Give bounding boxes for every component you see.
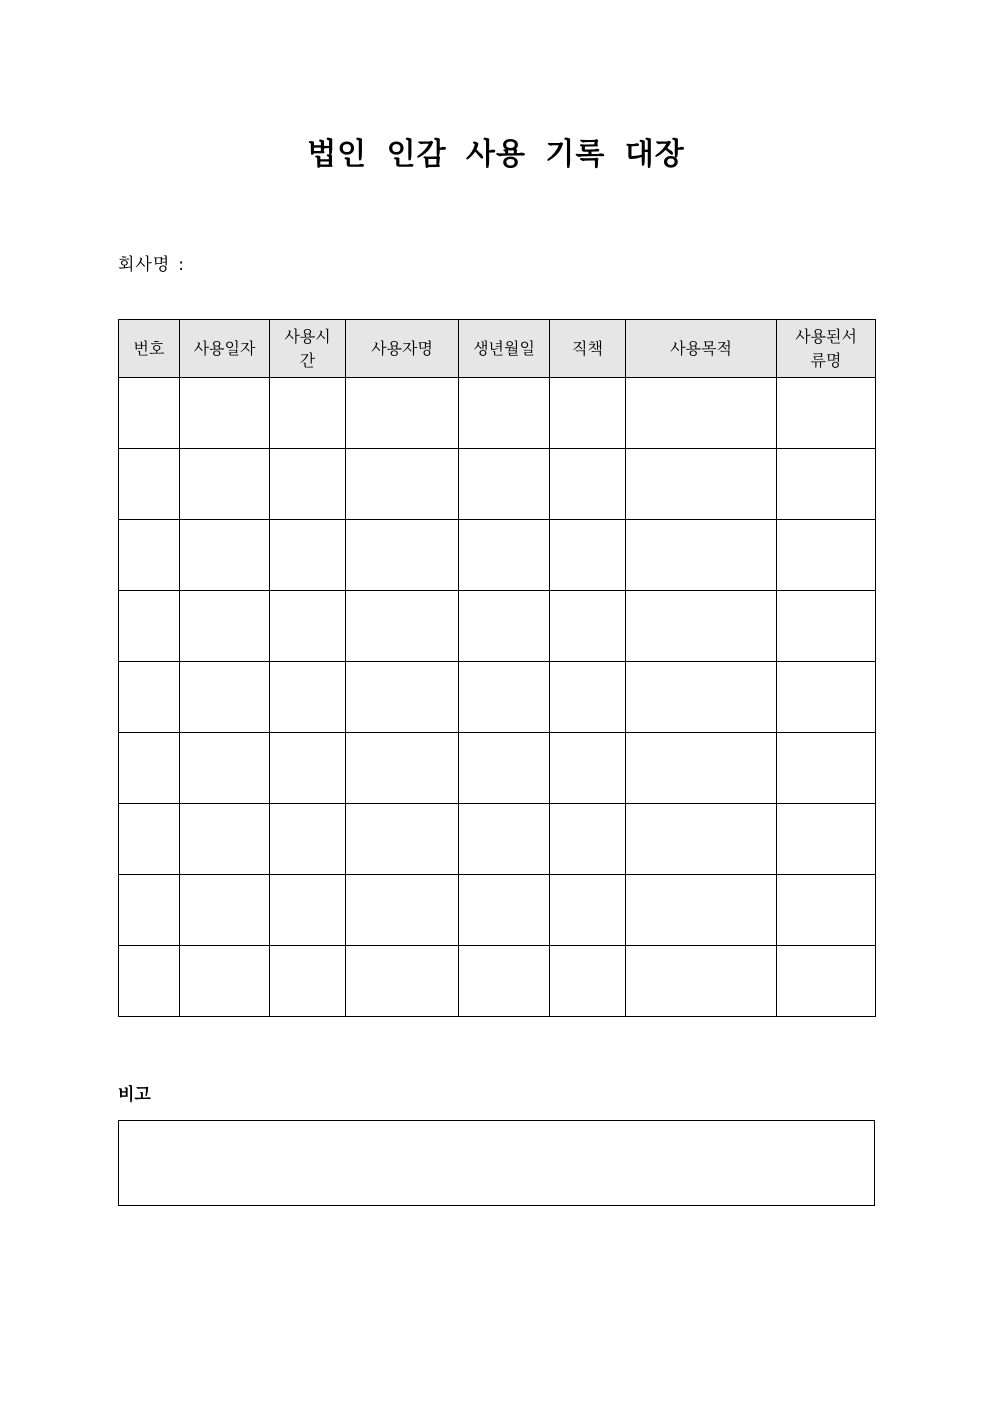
table-cell[interactable] [270, 733, 346, 804]
table-cell[interactable] [180, 804, 270, 875]
table-cell[interactable] [119, 591, 180, 662]
table-cell[interactable] [180, 449, 270, 520]
table-cell[interactable] [459, 804, 550, 875]
header-time: 사용시간 [270, 320, 346, 378]
table-cell[interactable] [626, 946, 777, 1017]
table-header-row [119, 320, 876, 378]
table-cell[interactable] [626, 591, 777, 662]
table-cell[interactable] [119, 946, 180, 1017]
table-cell[interactable] [346, 378, 459, 449]
table-cell[interactable] [459, 591, 550, 662]
table-body [119, 378, 876, 1017]
table-cell[interactable] [180, 520, 270, 591]
seal-usage-table [118, 319, 876, 1017]
company-name-line [118, 252, 185, 278]
table-cell[interactable] [550, 520, 626, 591]
table-cell[interactable] [459, 875, 550, 946]
table-cell[interactable] [777, 733, 876, 804]
table-cell[interactable] [550, 733, 626, 804]
table-cell[interactable] [180, 591, 270, 662]
table-cell[interactable] [459, 662, 550, 733]
table-row [119, 378, 876, 449]
header-doc: 사용된서류명 [777, 320, 876, 378]
table-cell[interactable] [270, 875, 346, 946]
table-cell[interactable] [346, 875, 459, 946]
table-cell[interactable] [346, 449, 459, 520]
table-cell[interactable] [346, 733, 459, 804]
table-row [119, 662, 876, 733]
table-row [119, 520, 876, 591]
table-cell[interactable] [459, 733, 550, 804]
table-cell[interactable] [777, 875, 876, 946]
table-cell[interactable] [777, 946, 876, 1017]
header-position: 직책 [550, 320, 626, 378]
table-cell[interactable] [777, 804, 876, 875]
table-cell[interactable] [550, 875, 626, 946]
table-cell[interactable] [270, 804, 346, 875]
table-cell[interactable] [550, 591, 626, 662]
table-cell[interactable] [459, 946, 550, 1017]
table-row [119, 733, 876, 804]
remarks-label: 비고 [118, 1085, 151, 1105]
table-row [119, 875, 876, 946]
table-cell[interactable] [119, 520, 180, 591]
table-cell[interactable] [346, 662, 459, 733]
header-purpose: 사용목적 [626, 320, 777, 378]
table-cell[interactable] [626, 875, 777, 946]
table-cell[interactable] [270, 662, 346, 733]
table-cell[interactable] [550, 804, 626, 875]
table-row [119, 591, 876, 662]
table-cell[interactable] [270, 946, 346, 1017]
header-user: 사용자명 [346, 320, 459, 378]
table-cell[interactable] [346, 946, 459, 1017]
header-no: 번호 [119, 320, 180, 378]
company-name-colon: : [178, 255, 186, 275]
table-cell[interactable] [119, 378, 180, 449]
table-cell[interactable] [550, 946, 626, 1017]
table-cell[interactable] [626, 520, 777, 591]
table-cell[interactable] [550, 449, 626, 520]
table-cell[interactable] [180, 662, 270, 733]
table-cell[interactable] [459, 378, 550, 449]
table-cell[interactable] [777, 662, 876, 733]
table-cell[interactable] [119, 804, 180, 875]
table-cell[interactable] [270, 378, 346, 449]
table-cell[interactable] [777, 591, 876, 662]
table-cell[interactable] [180, 733, 270, 804]
table-row [119, 449, 876, 520]
header-birth: 생년월일 [459, 320, 550, 378]
table-cell[interactable] [119, 449, 180, 520]
page-title: 법인 인감 사용 기록 대장 [307, 137, 685, 172]
table-row [119, 946, 876, 1017]
table-cell[interactable] [777, 378, 876, 449]
table-cell[interactable] [626, 733, 777, 804]
table-cell[interactable] [626, 804, 777, 875]
table-cell[interactable] [346, 591, 459, 662]
table-cell[interactable] [626, 378, 777, 449]
table-row [119, 804, 876, 875]
table-cell[interactable] [777, 520, 876, 591]
table-cell[interactable] [626, 449, 777, 520]
company-name-label: 회사명 [118, 255, 171, 275]
header-date: 사용일자 [180, 320, 270, 378]
table-cell[interactable] [270, 449, 346, 520]
table-cell[interactable] [270, 591, 346, 662]
table-cell[interactable] [550, 378, 626, 449]
table-cell[interactable] [119, 733, 180, 804]
table-cell[interactable] [119, 875, 180, 946]
table-cell[interactable] [119, 662, 180, 733]
table-cell[interactable] [270, 520, 346, 591]
table-cell[interactable] [550, 662, 626, 733]
table-cell[interactable] [346, 804, 459, 875]
table-cell[interactable] [180, 378, 270, 449]
table-cell[interactable] [180, 946, 270, 1017]
table-cell[interactable] [777, 449, 876, 520]
table-cell[interactable] [180, 875, 270, 946]
table-cell[interactable] [346, 520, 459, 591]
remarks-box[interactable] [118, 1120, 875, 1206]
table-cell[interactable] [459, 449, 550, 520]
table-cell[interactable] [626, 662, 777, 733]
table-cell[interactable] [459, 520, 550, 591]
